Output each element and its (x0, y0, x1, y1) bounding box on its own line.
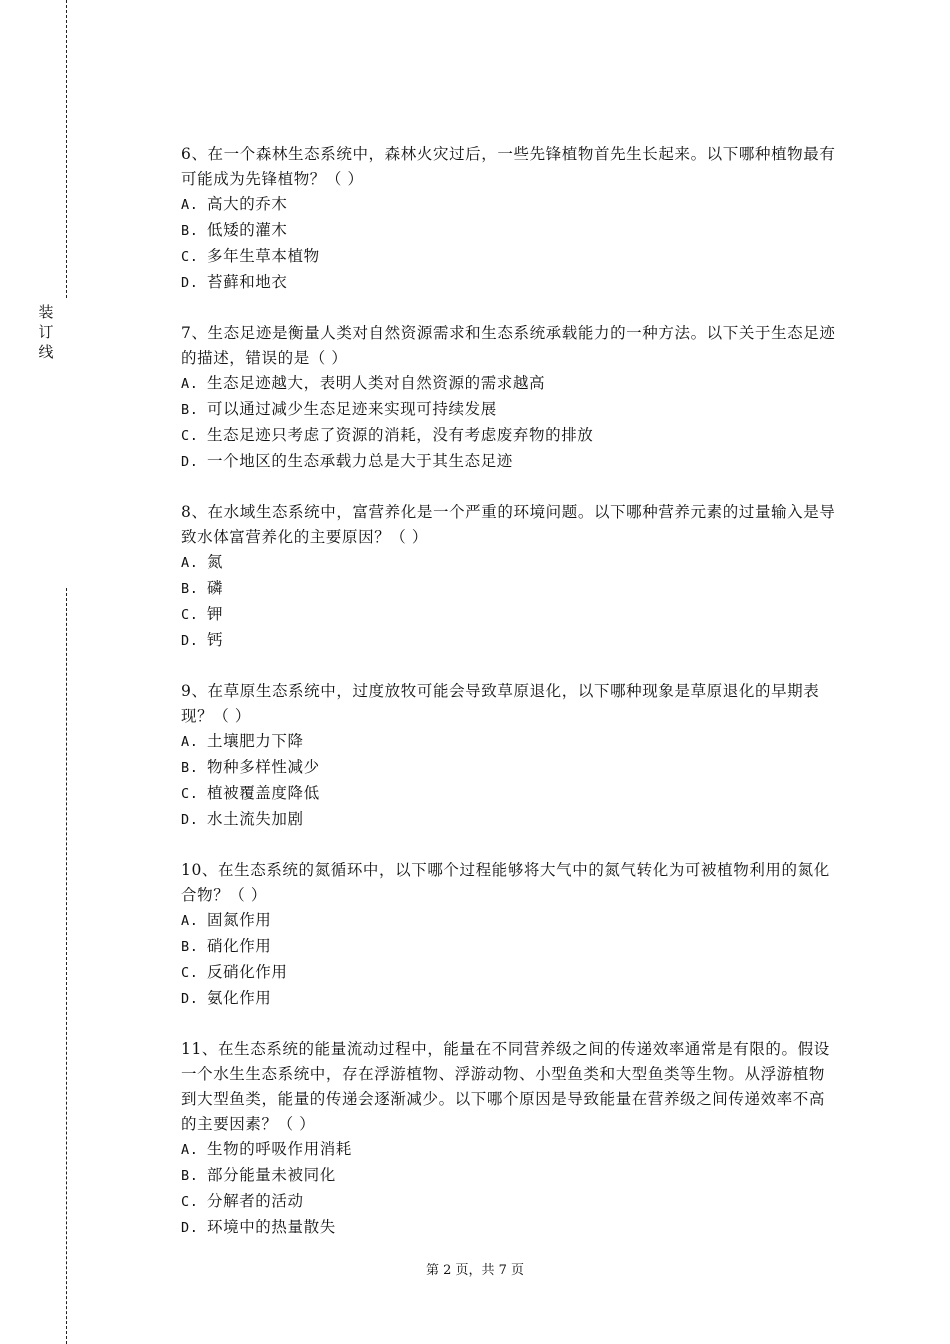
option-text: 氮 (207, 553, 224, 571)
option-c (181, 423, 841, 449)
binding-dashed-line-top (66, 0, 67, 298)
option-c (181, 1189, 841, 1215)
option-a (181, 192, 841, 218)
option-text: 固氮作用 (207, 911, 272, 929)
question-6 (181, 142, 841, 296)
option-a (181, 729, 841, 755)
option-letter: B. (181, 939, 199, 955)
option-letter: C. (181, 249, 199, 265)
option-b (181, 755, 841, 781)
option-letter: A. (181, 1142, 199, 1158)
question-stem: 6、在一个森林生态系统中，森林火灾过后，一些先锋植物首先生长起来。以下哪种植物最有可能成为先锋植物？（ ） (181, 145, 836, 188)
option-c (181, 244, 841, 270)
question-stem: 7、生态足迹是衡量人类对自然资源需求和生态系统承载能力的一种方法。以下关于生态足迹的描述，错误的是（ ） (181, 324, 836, 367)
binding-char: 线 (38, 343, 54, 361)
option-list (181, 192, 841, 296)
option-c (181, 781, 841, 807)
option-text: 土壤肥力下降 (207, 732, 304, 750)
question-stem: 10、在生态系统的氮循环中，以下哪个过程能够将大气中的氮气转化为可被植物利用的氮化合物？（ ） (181, 861, 830, 904)
option-d (181, 449, 841, 475)
option-c (181, 960, 841, 986)
question-list (181, 142, 841, 1266)
option-letter: C. (181, 1194, 199, 1210)
option-d (181, 1215, 841, 1241)
option-letter: C. (181, 428, 199, 444)
option-b (181, 397, 841, 423)
option-text: 磷 (207, 579, 224, 597)
option-text: 钾 (207, 605, 224, 623)
option-list (181, 550, 841, 654)
option-letter: B. (181, 402, 199, 418)
option-letter: C. (181, 965, 199, 981)
option-text: 低矮的灌木 (207, 221, 288, 239)
option-text: 可以通过减少生态足迹来实现可持续发展 (207, 400, 497, 418)
binding-char: 订 (38, 323, 54, 341)
option-letter: B. (181, 1168, 199, 1184)
option-text: 多年生草本植物 (207, 247, 320, 265)
option-list (181, 729, 841, 833)
option-letter: A. (181, 734, 199, 750)
question-stem: 9、在草原生态系统中，过度放牧可能会导致草原退化，以下哪种现象是草原退化的早期表现？（ ） (181, 682, 820, 725)
question-stem: 8、在水域生态系统中，富营养化是一个严重的环境问题。以下哪种营养元素的过量输入是导致水体富营养化的主要原因？（ ） (181, 503, 836, 546)
option-letter: C. (181, 786, 199, 802)
option-text: 生态足迹只考虑了资源的消耗，没有考虑废弃物的排放 (207, 426, 594, 444)
option-letter: B. (181, 223, 199, 239)
option-letter: D. (181, 454, 199, 470)
option-text: 分解者的活动 (207, 1192, 304, 1210)
option-text: 一个地区的生态承载力总是大于其生态足迹 (207, 452, 513, 470)
question-8 (181, 500, 841, 654)
question-9 (181, 679, 841, 833)
option-text: 生态足迹越大，表明人类对自然资源的需求越高 (207, 374, 546, 392)
option-d (181, 807, 841, 833)
option-letter: D. (181, 991, 199, 1007)
option-letter: A. (181, 913, 199, 929)
option-text: 苔藓和地衣 (207, 273, 288, 291)
option-text: 硝化作用 (207, 937, 272, 955)
option-d (181, 628, 841, 654)
binding-char: 装 (38, 303, 54, 321)
option-text: 水土流失加剧 (207, 810, 304, 828)
option-a (181, 371, 841, 397)
option-letter: A. (181, 555, 199, 571)
option-c (181, 602, 841, 628)
option-letter: D. (181, 812, 199, 828)
option-b (181, 218, 841, 244)
option-a (181, 550, 841, 576)
option-list (181, 908, 841, 1012)
binding-dashed-line-bottom (66, 588, 67, 1344)
option-list (181, 1137, 841, 1241)
option-letter: B. (181, 581, 199, 597)
binding-label (36, 302, 56, 362)
question-10 (181, 858, 841, 1012)
option-b (181, 576, 841, 602)
option-letter: D. (181, 1220, 199, 1236)
option-b (181, 1163, 841, 1189)
option-b (181, 934, 841, 960)
option-a (181, 908, 841, 934)
option-d (181, 270, 841, 296)
option-text: 部分能量未被同化 (207, 1166, 336, 1184)
option-letter: A. (181, 376, 199, 392)
option-text: 生物的呼吸作用消耗 (207, 1140, 352, 1158)
question-stem: 11、在生态系统的能量流动过程中，能量在不同营养级之间的传递效率通常是有限的。假设一个水生生态系统中，存在浮游植物、浮游动物、小型鱼类和大型鱼类等生物。从浮游植物到大型鱼类，能量的传递会逐渐减少。以下哪个原因是导致能量在营养级之间传递效率不高的主要因素？（ ） (181, 1040, 830, 1133)
option-letter: A. (181, 197, 199, 213)
option-letter: C. (181, 607, 199, 623)
option-letter: D. (181, 633, 199, 649)
option-text: 物种多样性减少 (207, 758, 320, 776)
option-letter: B. (181, 760, 199, 776)
option-a (181, 1137, 841, 1163)
option-list (181, 371, 841, 475)
option-text: 环境中的热量散失 (207, 1218, 336, 1236)
question-11 (181, 1037, 841, 1241)
option-letter: D. (181, 275, 199, 291)
question-7 (181, 321, 841, 475)
option-text: 氨化作用 (207, 989, 272, 1007)
page-number: 第 2 页，共 7 页 (425, 1263, 525, 1278)
option-text: 高大的乔木 (207, 195, 288, 213)
option-d (181, 986, 841, 1012)
option-text: 钙 (207, 631, 224, 649)
option-text: 反硝化作用 (207, 963, 288, 981)
option-text: 植被覆盖度降低 (207, 784, 320, 802)
